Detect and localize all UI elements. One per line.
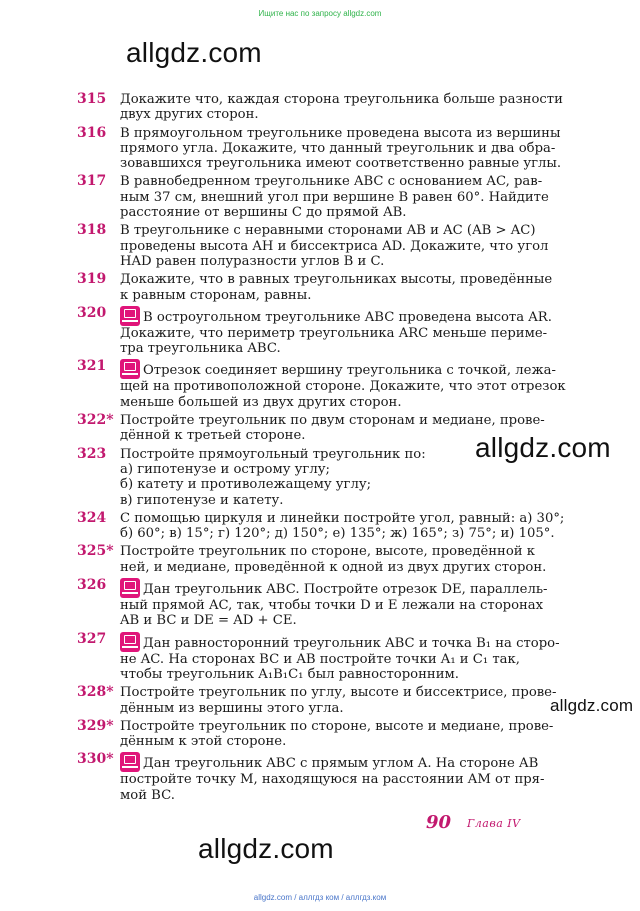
watermark: allgdz.com xyxy=(550,696,634,715)
computer-icon xyxy=(120,752,140,772)
problem-text-line xyxy=(120,141,589,156)
problem-text-line xyxy=(120,719,589,734)
problem-text xyxy=(120,511,589,542)
computer-icon xyxy=(120,578,140,598)
problem-item xyxy=(77,632,589,683)
problem-text-line xyxy=(120,223,589,238)
problem-text-line xyxy=(120,772,589,787)
problem-number: 329* xyxy=(77,717,114,734)
problem-text-content: не AC. На сторонах BC и AB постройте точки A₁ и C₁ так, xyxy=(120,651,520,667)
problem-text-content: Дан треугольник ABC с прямым углом A. На стороне AB xyxy=(143,756,539,772)
problem-text-line xyxy=(120,493,589,508)
problem-text-line xyxy=(120,413,589,428)
problem-text xyxy=(120,359,589,410)
problem-item xyxy=(77,272,589,303)
problem-text-line xyxy=(120,734,589,749)
problem-list xyxy=(77,92,589,806)
problem-number: 324 xyxy=(77,509,107,526)
problem-text-content: Постройте треугольник по стороне, высоте и медиане, прове- xyxy=(120,718,554,734)
chapter-label: Глава IV xyxy=(467,817,521,830)
problem-text-content: ным 37 см, внешний угол при вершине B равен 60°. Найдите xyxy=(120,189,549,205)
problem-text-content: прямого угла. Докажите, что данный треугольник и два обра- xyxy=(120,140,556,156)
problem-text-content: дённым к этой стороне. xyxy=(120,734,287,750)
problem-item xyxy=(77,174,589,220)
problem-text-line xyxy=(120,652,589,667)
problem-item xyxy=(77,447,589,508)
problem-text-content: Докажите, что периметр треугольника ARC меньше перимe- xyxy=(120,325,548,341)
problem-text-line xyxy=(120,477,589,492)
problem-number: 321 xyxy=(77,358,107,375)
problem-item xyxy=(77,306,589,357)
problem-text-line xyxy=(120,578,589,598)
problem-text xyxy=(120,578,589,629)
problem-number: 328* xyxy=(77,684,114,701)
problem-text-line xyxy=(120,701,589,716)
problem-text-line xyxy=(120,428,589,443)
problem-text-line xyxy=(120,379,589,394)
problem-text-content: дённым из вершины этого угла. xyxy=(120,700,344,716)
watermark: allgdz.com xyxy=(126,37,262,68)
problem-text xyxy=(120,413,589,444)
problem-text xyxy=(120,719,589,750)
problem-item xyxy=(77,578,589,629)
problem-text-content: Дан треугольник ABC. Постройте отрезок DE, параллель- xyxy=(143,582,548,598)
problem-text xyxy=(120,174,589,220)
problem-text-content: б) 60°; в) 15°; г) 120°; д) 150°; е) 135°; ж) 165°; з) 75°; и) 105°. xyxy=(120,526,555,542)
problem-text-content: Постройте треугольник по двум сторонам и медиане, прове- xyxy=(120,413,545,429)
problem-text-content: В равнобедренном треугольнике ABC с основанием AC, рав- xyxy=(120,174,543,190)
problem-text-line xyxy=(120,239,589,254)
problem-number: 318 xyxy=(77,222,107,239)
problem-item xyxy=(77,223,589,269)
problem-text-content: HAD равен полуразности углов B и C. xyxy=(120,253,385,269)
problem-text xyxy=(120,447,589,508)
problem-text-content: Постройте прямоугольный треугольник по: xyxy=(120,446,426,462)
problem-text-content: к равным сторонам, равны. xyxy=(120,287,312,303)
problem-text-line xyxy=(120,788,589,803)
problem-number: 319 xyxy=(77,271,107,288)
problem-text-content: Докажите, что в равных треугольниках высоты, проведённые xyxy=(120,272,553,288)
problem-text-line xyxy=(120,272,589,287)
problem-text-line xyxy=(120,359,589,379)
problem-item xyxy=(77,685,589,716)
problem-text-content: Дан равносторонний треугольник ABC и точка B₁ на сторо- xyxy=(143,635,560,651)
problem-text xyxy=(120,126,589,172)
problem-text-content: ный прямой AC, так, чтобы точки D и E лежали на сторонах xyxy=(120,598,544,614)
problem-text-line xyxy=(120,126,589,141)
problem-text xyxy=(120,223,589,269)
problem-number: 320 xyxy=(77,304,107,321)
problem-item xyxy=(77,359,589,410)
problem-number: 326 xyxy=(77,577,107,594)
problem-text-content: чтобы треугольник A₁B₁C₁ был равносторонним. xyxy=(120,666,459,682)
problem-text-content: проведены высота AH и биссектриса AD. Докажите, что угол xyxy=(120,238,549,254)
problem-number: 323 xyxy=(77,445,107,462)
problem-text-content: Постройте треугольник по углу, высоте и биссектрисе, прове- xyxy=(120,685,557,701)
problem-text xyxy=(120,544,589,575)
problem-text-line xyxy=(120,92,589,107)
problem-text-content: В треугольнике с неравными сторонами AB и AC (AB > AC) xyxy=(120,223,536,239)
problem-text-content: щей на противоположной стороне. Докажите, что этот отрезок xyxy=(120,379,566,395)
problem-text-content: С помощью циркуля и линейки постройте угол, равный: а) 30°; xyxy=(120,510,565,526)
problem-text-line xyxy=(120,395,589,410)
problem-number: 327 xyxy=(77,630,107,647)
bottom-note: allgdz.com / аллгдз ком / аллгдз.ком xyxy=(253,893,387,902)
problem-text-content: В прямоугольном треугольнике проведена высота из вершины xyxy=(120,125,561,141)
problem-text-line xyxy=(120,288,589,303)
problem-text-content: зовавшихся треугольника имеют соответственно равные углы. xyxy=(120,156,562,172)
problem-text xyxy=(120,92,589,123)
problem-text-content: AB и BC и DE = AD + CE. xyxy=(120,613,297,629)
problem-number: 317 xyxy=(77,173,107,190)
problem-item xyxy=(77,511,589,542)
problem-text-content: Отрезок соединяет вершину треугольника с точкой, лежа- xyxy=(143,363,556,379)
problem-text-line xyxy=(120,447,589,462)
problem-text-content: Докажите что, каждая сторона треугольника больше разности xyxy=(120,92,563,107)
problem-text xyxy=(120,306,589,357)
problem-text-content: тра треугольника ABC. xyxy=(120,341,281,357)
problem-number: 325* xyxy=(77,543,114,560)
problem-text-line xyxy=(120,544,589,559)
problem-text-line xyxy=(120,560,589,575)
problem-text-line xyxy=(120,306,589,326)
problem-text-content: а) гипотенузе и острому углу; xyxy=(120,461,330,477)
problem-text-line xyxy=(120,462,589,477)
problem-text xyxy=(120,752,589,803)
problem-text-content: расстояние от вершины C до прямой AB. xyxy=(120,205,407,221)
page-number: 90 xyxy=(426,812,452,833)
problem-text-content: постройте точку M, находящуюся на расстоянии AM от пря- xyxy=(120,772,545,788)
problem-item xyxy=(77,544,589,575)
problem-text xyxy=(120,272,589,303)
problem-item xyxy=(77,92,589,123)
problem-text-line xyxy=(120,156,589,171)
computer-icon xyxy=(120,359,140,379)
problem-text-line xyxy=(120,341,589,356)
computer-icon xyxy=(120,306,140,326)
watermark: allgdz.com xyxy=(475,432,611,463)
problem-text-line xyxy=(120,174,589,189)
problem-text-line xyxy=(120,190,589,205)
problem-text-line xyxy=(120,526,589,541)
problem-text-line xyxy=(120,107,589,122)
problem-number: 315 xyxy=(77,91,107,107)
top-note: Ищите нас по запросу allgdz.com xyxy=(258,9,382,18)
problem-number: 322* xyxy=(77,412,114,429)
problem-text-content: двух других сторон. xyxy=(120,107,259,123)
problem-text-line xyxy=(120,667,589,682)
problem-text xyxy=(120,632,589,683)
problem-text-line xyxy=(120,598,589,613)
problem-text-line xyxy=(120,685,589,700)
problem-item xyxy=(77,413,589,444)
problem-text-content: Постройте треугольник по стороне, высоте, проведённой к xyxy=(120,544,536,560)
problem-text-content: б) катету и противолежащему углу; xyxy=(120,477,372,493)
problem-number: 330* xyxy=(77,751,114,768)
problem-item xyxy=(77,752,589,803)
problem-text-content: В остроугольном треугольнике ABC проведена высота AR. xyxy=(143,309,552,325)
problem-text-content: в) гипотенузе и катету. xyxy=(120,492,284,508)
problem-item xyxy=(77,719,589,750)
problem-text-line xyxy=(120,326,589,341)
computer-icon xyxy=(120,632,140,652)
problem-text-line xyxy=(120,254,589,269)
problem-text-line xyxy=(120,632,589,652)
problem-text-content: ней, и медиане, проведённой к одной из двух других сторон. xyxy=(120,559,547,575)
problem-text-line xyxy=(120,613,589,628)
problem-text-line xyxy=(120,511,589,526)
problem-text-content: мой BC. xyxy=(120,787,175,803)
problem-item xyxy=(77,126,589,172)
problem-text-line xyxy=(120,752,589,772)
problem-number: 316 xyxy=(77,124,107,141)
problem-text-line xyxy=(120,205,589,220)
problem-text-content: дённой к третьей стороне. xyxy=(120,428,306,444)
problem-text-content: меньше большей из двух других сторон. xyxy=(120,394,402,410)
problem-text xyxy=(120,685,589,716)
watermark: allgdz.com xyxy=(198,833,334,864)
